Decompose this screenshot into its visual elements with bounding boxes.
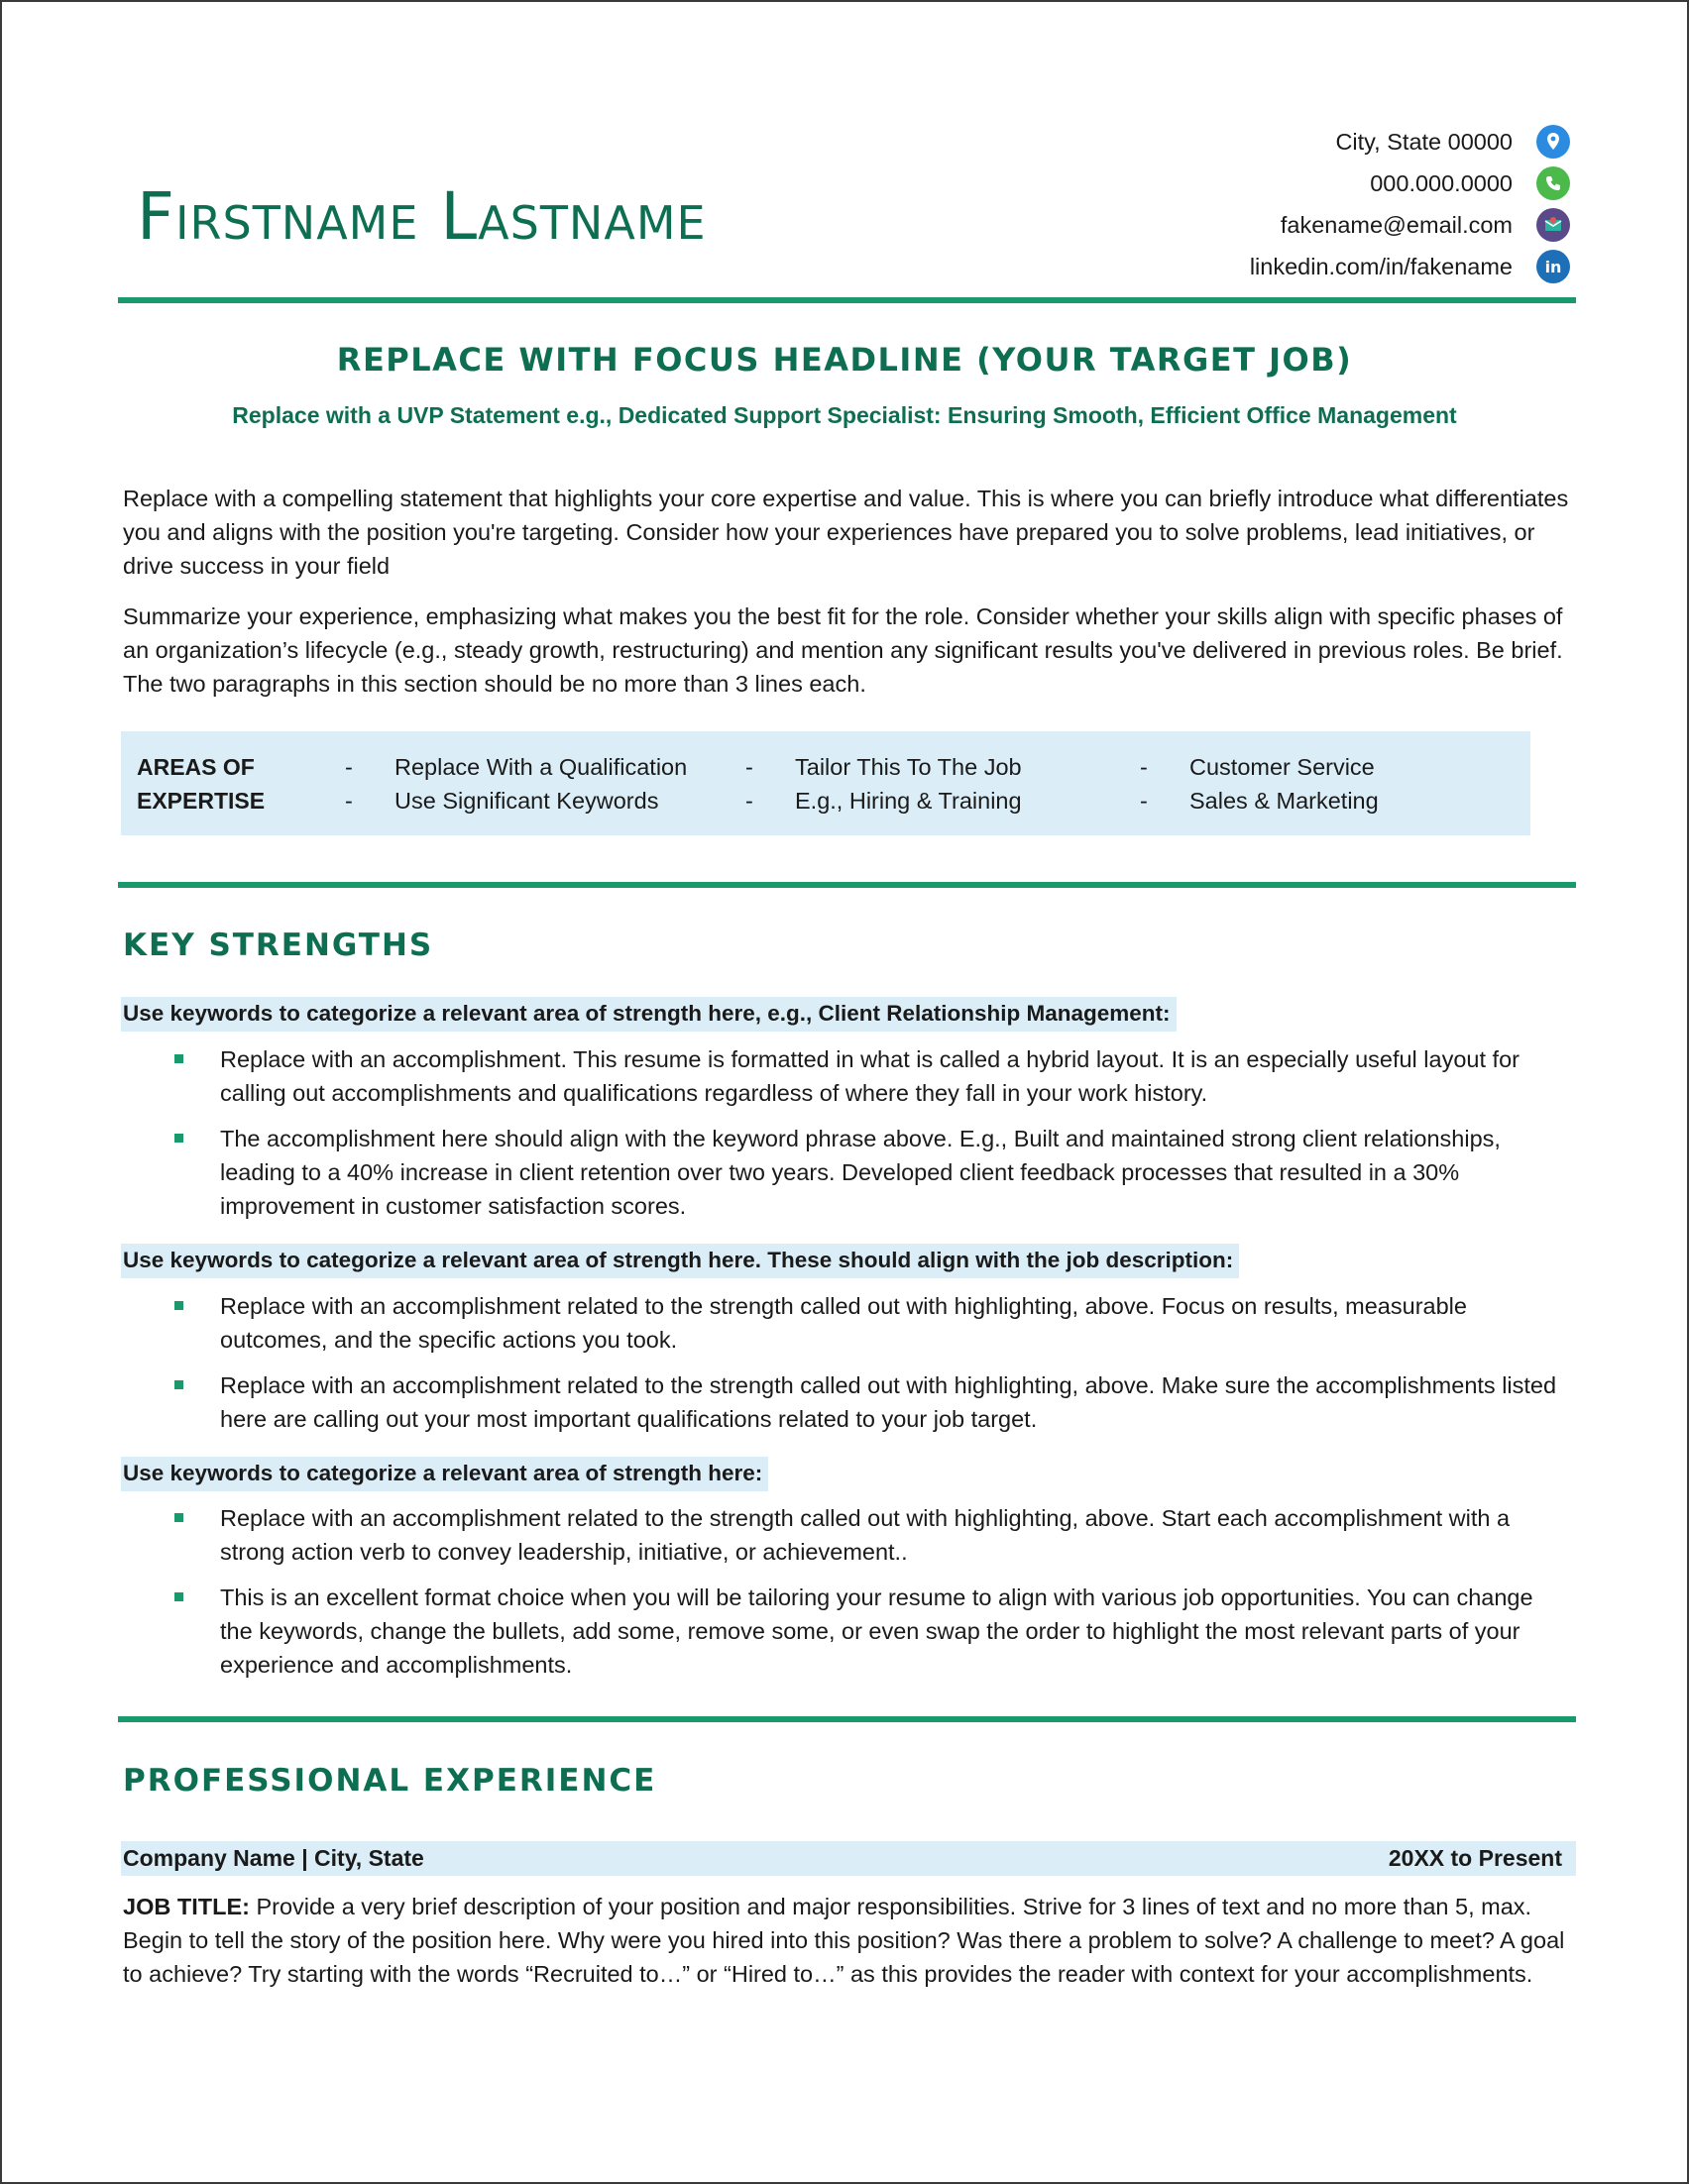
expertise-column-3 xyxy=(1189,750,1379,818)
expertise-column-1 xyxy=(394,750,687,818)
phone-icon xyxy=(1536,166,1570,200)
company-header-bar xyxy=(121,1841,1576,1876)
bullet-square-icon xyxy=(174,1134,183,1143)
experience-title: PROFESSIONAL EXPERIENCE xyxy=(123,1763,657,1799)
strength-keyword-2: Use keywords to categorize a relevant area of strength here. These should align with the job description: xyxy=(121,1244,1239,1278)
expertise-dash: - xyxy=(345,788,353,814)
email-icon xyxy=(1536,208,1570,242)
job-title-label: JOB TITLE: xyxy=(123,1894,250,1919)
expertise-item: E.g., Hiring & Training xyxy=(795,788,1022,814)
expertise-dashes-col-1 xyxy=(345,750,353,818)
expertise-column-2 xyxy=(795,750,1022,818)
linkedin-icon: in xyxy=(1536,250,1570,283)
contact-block xyxy=(1015,121,1570,287)
strength-bullet xyxy=(220,1122,1570,1223)
contact-email-text: fakename@email.com xyxy=(1280,211,1513,238)
bullet-square-icon xyxy=(174,1054,183,1063)
job-description xyxy=(123,1890,1570,1991)
strength-bullet xyxy=(220,1042,1570,1110)
expertise-dash: - xyxy=(745,754,753,780)
expertise-item: Tailor This To The Job xyxy=(795,754,1022,780)
summary-paragraph-2: Summarize your experience, emphasizing what makes you the best fit for the role. Consider whether your skills align with specific phases of an organization’s lifecycle (e.g., steady growth, restructuring) and mention any significant results you've delivered in previous roles. Be brief. The two paragraphs in this section should be no more than 3 lines each. xyxy=(123,603,1563,697)
section-divider xyxy=(118,1716,1576,1722)
expertise-item: Use Significant Keywords xyxy=(394,788,659,814)
bullet-square-icon xyxy=(174,1513,183,1522)
bullet-square-icon xyxy=(174,1592,183,1601)
strength-bullet-text: Replace with an accomplishment related to the strength called out with highlighting, above. Start each accomplishment with a strong action verb to convey leadership, initiative, or achievement.. xyxy=(220,1505,1511,1565)
expertise-item: Customer Service xyxy=(1189,754,1375,780)
contact-email xyxy=(1015,204,1570,246)
expertise-item: Sales & Marketing xyxy=(1189,788,1379,814)
strength-bullet xyxy=(220,1289,1570,1357)
expertise-dashes-col-2 xyxy=(745,750,753,818)
contact-linkedin-text: linkedin.com/in/fakename xyxy=(1249,253,1513,279)
key-strengths-title: KEY STRENGTHS xyxy=(123,928,434,963)
bullet-square-icon xyxy=(174,1380,183,1389)
strength-keyword-3: Use keywords to categorize a relevant area of strength here: xyxy=(121,1457,768,1491)
contact-phone-text: 000.000.0000 xyxy=(1370,169,1513,196)
contact-location xyxy=(1015,121,1570,163)
focus-headline: REPLACE WITH FOCUS HEADLINE (YOUR TARGET JOB) xyxy=(336,341,1353,379)
strength-bullet xyxy=(220,1368,1570,1436)
location-pin-icon xyxy=(1536,125,1570,159)
contact-phone xyxy=(1015,163,1570,204)
company-name-location: Company Name | City, State xyxy=(123,1845,424,1871)
expertise-item: Replace With a Qualification xyxy=(394,754,688,780)
expertise-label-line-1: AREAS OF xyxy=(137,754,255,780)
summary-paragraph-1: Replace with a compelling statement that highlights your core expertise and value. This is where you can briefly introduce what differentiates you and aligns with the position you're targeting. Consider how your experiences have prepared you to solve problems, lead initiatives, or drive success in your field xyxy=(123,486,1569,579)
expertise-dash: - xyxy=(345,754,353,780)
candidate-name: Firstname Lastname xyxy=(137,178,707,255)
strength-bullet-text: Replace with an accomplishment. This resume is formatted in what is called a hybrid layout. It is an especially useful layout for calling out accomplishments and qualifications regardless of where they fall in your work history. xyxy=(220,1046,1520,1106)
expertise-dash: - xyxy=(1140,788,1148,814)
header-divider xyxy=(118,297,1576,303)
contact-location-text: City, State 00000 xyxy=(1335,128,1513,155)
expertise-label xyxy=(137,750,276,818)
strength-bullet-text: The accomplishment here should align with the keyword phrase above. E.g., Built and maintained strong client relationships, leading to a 40% increase in client retention over two years. Developed client feedback processes that resulted in a 30% improvement in customer satisfaction scores. xyxy=(220,1126,1501,1219)
strength-bullet-text: Replace with an accomplishment related to the strength called out with highlighting, above. Make sure the accomplishments listed here are calling out your most important qualifications related to your job target. xyxy=(220,1372,1557,1432)
strength-bullet-text: Replace with an accomplishment related to the strength called out with highlighting, above. Focus on results, measurable outcomes, and the specific actions you took. xyxy=(220,1293,1467,1353)
bullet-square-icon xyxy=(174,1301,183,1310)
uvp-statement: Replace with a UVP Statement e.g., Dedicated Support Specialist: Ensuring Smooth, Efficient Office Management xyxy=(232,402,1457,428)
expertise-dash: - xyxy=(1140,754,1148,780)
strength-bullet xyxy=(220,1501,1570,1569)
strength-keyword-1: Use keywords to categorize a relevant area of strength here, e.g., Client Relationship Management: xyxy=(121,997,1177,1032)
job-description-text: Provide a very brief description of your position and major responsibilities. Strive for 3 lines of text and no more than 5, max. Begin to tell the story of the position here. Why were you hired into this position? Was there a problem to solve? A challenge to meet? A goal to achieve? Try starting with the words “Recruited to…” or “Hired to…” as this provides the reader with context for your accomplishments. xyxy=(123,1894,1565,1987)
section-divider xyxy=(118,882,1576,888)
contact-linkedin xyxy=(1015,246,1570,287)
expertise-dashes-col-3 xyxy=(1140,750,1148,818)
strength-bullet xyxy=(220,1581,1570,1682)
areas-of-expertise-box xyxy=(121,731,1530,835)
employment-dates: 20XX to Present xyxy=(1388,1845,1562,1871)
strength-bullet-text: This is an excellent format choice when you will be tailoring your resume to align with various job opportunities. You can change the keywords, change the bullets, add some, remove some, or even swap the order to highlight the most relevant parts of your experience and accomplishments. xyxy=(220,1584,1533,1678)
expertise-dash: - xyxy=(745,788,753,814)
expertise-label-line-2: EXPERTISE xyxy=(137,788,266,814)
